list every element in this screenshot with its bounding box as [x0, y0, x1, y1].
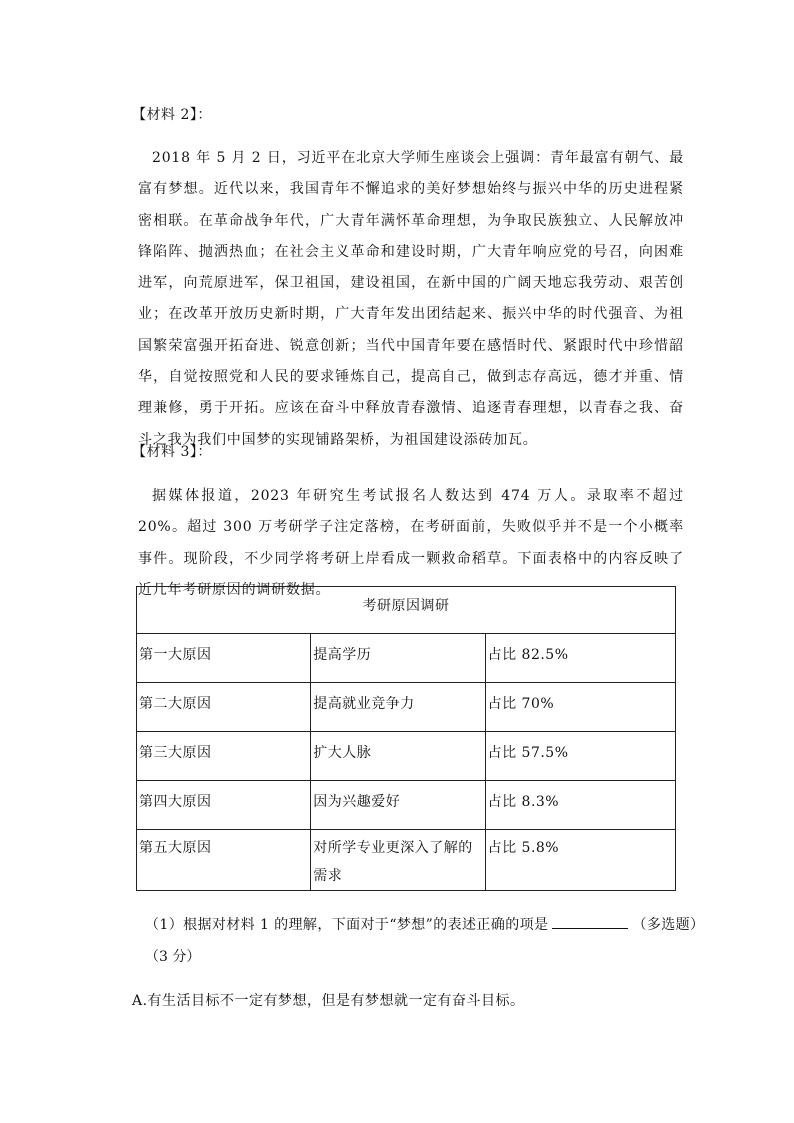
table-row: [137, 830, 676, 891]
reason-cell: 提高学历: [311, 634, 485, 683]
question-score: （3 分）: [145, 949, 201, 965]
table-title: 考研原因调研: [137, 587, 676, 634]
material-2-paragraph: 2018 年 5 月 2 日，习近平在北京大学师生座谈会上强调：青年最富有朝气、最富有梦想。近代以来，我国青年不懈追求的美好梦想始终与振兴中华的历史进程紧密相联。在革命战争年代，广大青年满怀革命理想，为争取民族独立、人民解放冲锋陷阵、抛洒热血；在社会主义革命和建设时期，广大青年响应党的号召，向困难进军，向荒原进军，保卫祖国，建设祖国，在新中国的广阔天地忘我劳动、艰苦创业；在改革开放历史新时期，广大青年发出团结起来、振兴中华的时代强音、为祖国繁荣富强开拓奋进、锐意创新；当代中国青年要在感悟时代、紧跟时代中珍惜韶华，自觉按照党和人民的要求锤炼自己，提高自己，做到志存高远，德才并重、情理兼修，勇于开拓。应该在奋斗中释放青春激情、追逐青春理想，以青春之我、奋斗之我为我们中国梦的实现铺路架桥，为祖国建设添砖加瓦。: [138, 150, 684, 448]
table-title-row: [137, 587, 676, 634]
share-cell: 占比 70%: [485, 683, 675, 732]
question-1: [145, 914, 704, 934]
table-row: [137, 781, 676, 830]
reason-cell: 因为兴趣爱好: [311, 781, 485, 830]
reason-cell: 扩大人脉: [311, 732, 485, 781]
table-row: [137, 732, 676, 781]
answer-blank[interactable]: [552, 914, 628, 929]
share-cell: 占比 8.3%: [485, 781, 675, 830]
table-row: [137, 683, 676, 732]
rank-cell: 第五大原因: [137, 830, 311, 891]
reason-cell: 提高就业竞争力: [311, 683, 485, 732]
share-cell: 占比 82.5%: [485, 634, 675, 683]
rank-cell: 第四大原因: [137, 781, 311, 830]
survey-table: [136, 586, 676, 891]
question-stem: （1）根据对材料 1 的理解，下面对于“梦想”的表述正确的项是: [145, 917, 549, 933]
reason-cell: 对所学专业更深入了解的需求: [311, 830, 485, 891]
table-row: [137, 634, 676, 683]
material-3-paragraph: 据媒体报道，2023 年研究生考试报名人数达到 474 万人。录取率不超过 20%。超过 300 万考研学子注定落榜，在考研面前，失败似乎并不是一个小概率事件。现阶段，不少同学将考研上岸看成一颗救命稻草。下面表格中的内容反映了近几年考研原因的调研数据。: [138, 488, 684, 598]
share-cell: 占比 57.5%: [485, 732, 675, 781]
rank-cell: 第二大原因: [137, 683, 311, 732]
option-a: A.有生活目标不一定有梦想，但是有梦想就一定有奋斗目标。: [132, 993, 525, 1009]
material-2-heading: 【材料 2】：: [132, 107, 212, 123]
question-type-note: （多选题）: [632, 917, 705, 933]
rank-cell: 第三大原因: [137, 732, 311, 781]
rank-cell: 第一大原因: [137, 634, 311, 683]
share-cell: 占比 5.8%: [485, 830, 675, 891]
material-3-heading: 【材料 3】：: [132, 444, 212, 460]
